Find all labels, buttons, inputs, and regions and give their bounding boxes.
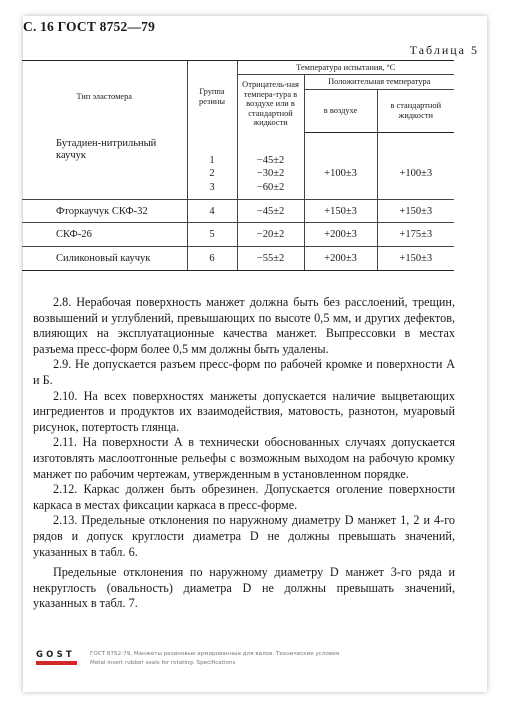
page-header: С. 16 ГОСТ 8752—79 bbox=[23, 19, 156, 34]
gost-logo bbox=[36, 650, 80, 665]
body-text bbox=[33, 295, 455, 612]
col-header-in-air: в воздухе bbox=[304, 89, 377, 132]
gost-logo-text: GOST bbox=[36, 650, 75, 660]
footer-line-ru: ГОСТ 8752-79, Манжеты резиновые армированные для валов. Технические условия bbox=[90, 651, 340, 657]
col-header-group: Группа резины bbox=[187, 61, 237, 133]
cell-air-temp: +200±3 bbox=[304, 247, 377, 271]
gost-logo-bar bbox=[36, 661, 77, 665]
cell-negative-temp: −55±2 bbox=[237, 247, 304, 271]
cell-negative-temp: −20±2 bbox=[237, 223, 304, 247]
cell-group: 1 2 3 bbox=[187, 132, 237, 199]
paragraph-2-10: 2.10. На всех поверхностях манжеты допускается наличие выцветающих ингредиентов и продуктов их взаимодействия, матовость, разнотон, муаровый рисунок, потертость глянца. bbox=[33, 388, 455, 434]
cell-elastomer: Силиконовый каучук bbox=[22, 247, 187, 271]
paragraph-2-12: 2.12. Каркас должен быть обрезинен. Допускается оголение поверхности каркаса в местах фиксации каркаса в пресс-форме. bbox=[33, 482, 455, 512]
cell-air-temp: +100±3 bbox=[304, 132, 377, 199]
table-caption: Таблица 5 bbox=[409, 43, 479, 57]
footer-text bbox=[90, 650, 339, 668]
cell-liquid-temp: +150±3 bbox=[377, 199, 454, 223]
cell-air-temp: +150±3 bbox=[304, 199, 377, 223]
cell-air-temp: +200±3 bbox=[304, 223, 377, 247]
table-row bbox=[22, 223, 454, 247]
col-header-negative: Отрицатель-ная темпера-тура в воздухе или в стандартной жидкости bbox=[237, 75, 304, 132]
col-header-positive: Положительная температура bbox=[304, 75, 454, 89]
col-header-temperature: Температура испытания, °С bbox=[237, 61, 454, 75]
paragraph-2-9: 2.9. Не допускается разъем пресс-форм по рабочей кромке и поверхности А и Б. bbox=[33, 357, 455, 387]
cell-negative-temp: −45±2 bbox=[237, 199, 304, 223]
table-row bbox=[22, 199, 454, 223]
table-5 bbox=[22, 60, 454, 271]
cell-group: 6 bbox=[187, 247, 237, 271]
paragraph-2-8: 2.8. Нерабочая поверхность манжет должна быть без расслоений, трещин, возвышений и углублений, превышающих по высоте 0,5 мм, и других дефектов, влияющих на эксплуатационные качества манжет. Выпрессовки в местах разъема пресс-форм более 0,5 мм должны быть удалены. bbox=[33, 295, 455, 356]
col-header-in-liquid: в стандартной жидкости bbox=[377, 89, 454, 132]
cell-liquid-temp: +150±3 bbox=[377, 247, 454, 271]
paragraph-2-13: 2.13. Предельные отклонения по наружному диаметру D манжет 1, 2 и 4-го рядов и допуск круглости диаметра D не должны превышать значений, указанных в табл. 6. bbox=[33, 513, 455, 559]
cell-negative-temp: −45±2 −30±2 −60±2 bbox=[237, 132, 304, 199]
footer-line-en: Metal insert rubber seals for rotating. Specifications bbox=[90, 660, 236, 666]
table-row bbox=[22, 132, 454, 199]
paragraph-2-11: 2.11. На поверхности А в технически обоснованных случаях допускается изготовлять маслоотгонные рельефы с возможным выходом на рабочую кромку манжет по рабочим чертежам, утвержденным в установленном порядке. bbox=[33, 435, 455, 481]
paragraph-2-13-cont: Предельные отклонения по наружному диаметру D манжет 3-го ряда и некруглость (овальность) диаметра D не должны превышать значений, указанных в табл. 7. bbox=[33, 565, 455, 611]
table-row bbox=[22, 247, 454, 271]
cell-group: 5 bbox=[187, 223, 237, 247]
cell-elastomer: Бутадиен-нитрильный каучук bbox=[22, 132, 187, 199]
cell-liquid-temp: +100±3 bbox=[377, 132, 454, 199]
cell-elastomer: Фторкаучук СКФ-32 bbox=[22, 199, 187, 223]
cell-elastomer: СКФ-26 bbox=[22, 223, 187, 247]
cell-group: 4 bbox=[187, 199, 237, 223]
footer bbox=[36, 646, 456, 682]
col-header-elastomer: Тип эластомера bbox=[22, 61, 187, 133]
cell-liquid-temp: +175±3 bbox=[377, 223, 454, 247]
